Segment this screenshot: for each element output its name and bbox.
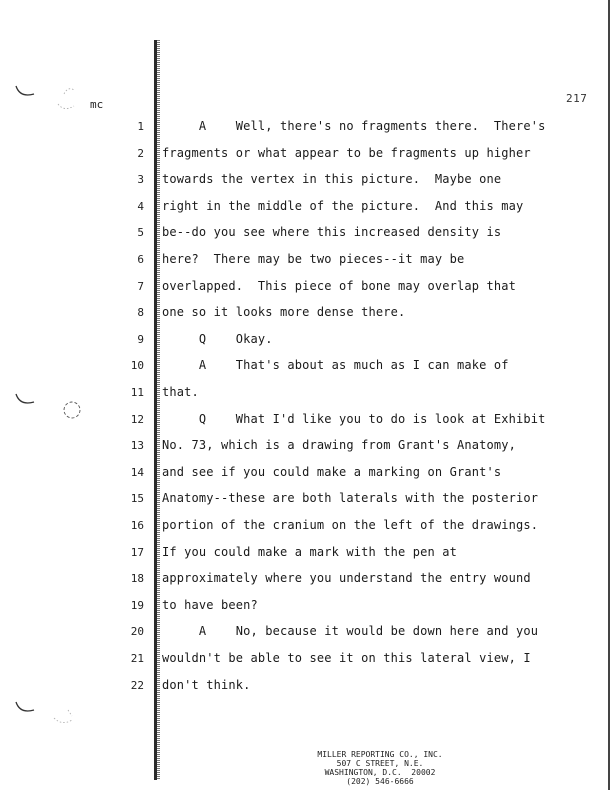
line-text: here? There may be two pieces--it may be [162, 252, 465, 266]
line-number: 10 [130, 359, 144, 373]
line-number: 9 [137, 332, 144, 346]
line-text: wouldn't be able to see it on this lateral view, I [162, 651, 531, 665]
line-text: Q What I'd like you to do is look at Exhibit [162, 411, 546, 426]
line-text: If you could make a mark with the pen at [162, 544, 457, 559]
line-number: 5 [137, 226, 144, 240]
line-text: approximately where you understand the entry wound [162, 571, 531, 586]
binder-hole-mark-bottom [12, 696, 82, 736]
line-number: 15 [130, 492, 144, 506]
line-text: No. 73, which is a drawing from Grant's Anatomy, [162, 438, 516, 453]
line-text: portion of the cranium on the left of the drawings. [162, 518, 539, 532]
line-number: 13 [130, 439, 144, 453]
line-text: right in the middle of the picture. And this may [162, 198, 524, 213]
line-text: Q Okay. [162, 331, 273, 346]
line-number: 3 [137, 173, 144, 187]
line-text: don't think. [162, 677, 251, 692]
footer-phone: (202) 546-6666 [346, 777, 414, 786]
footer-street: 507 C STREET, N.E. [336, 759, 424, 768]
line-text: Anatomy--these are both laterals with the posterior [162, 491, 539, 506]
line-number: 6 [137, 253, 144, 266]
line-text: fragments or what appear to be fragments up higher [162, 145, 531, 160]
line-number: 11 [130, 386, 144, 399]
line-text: to have been? [162, 597, 258, 612]
line-number: 14 [130, 465, 144, 479]
line-text: A No, because it would be down here and you [162, 624, 539, 639]
line-text: A Well, there's no fragments there. There's [162, 119, 546, 133]
line-text: be--do you see where this increased density is [162, 225, 502, 240]
line-number: 1 [137, 120, 144, 133]
line-number: 2 [137, 146, 144, 160]
line-number: 7 [137, 279, 144, 293]
line-number: 22 [130, 678, 144, 692]
line-number: 16 [130, 519, 144, 532]
footer-company: MILLER REPORTING CO., INC. [317, 750, 443, 759]
line-number: 21 [130, 652, 144, 665]
line-text: A That's about as much as I can make of [162, 358, 509, 373]
binder-hole-mark-middle [12, 388, 82, 428]
line-text: that. [162, 385, 199, 399]
binder-hole-mark-top [12, 80, 82, 120]
line-text: towards the vertex in this picture. Maybe one [162, 172, 502, 187]
page-number: 217 [566, 92, 588, 105]
typist-initials: mc [90, 98, 104, 111]
line-number: 18 [130, 572, 144, 586]
margin-rule-hatch [157, 40, 160, 780]
reporter-footer [300, 750, 460, 786]
line-number: 20 [130, 625, 144, 639]
page-edge [608, 0, 610, 790]
line-number: 17 [130, 545, 144, 559]
footer-city: WASHINGTON, D.C. 20002 [324, 768, 436, 777]
line-number: 4 [137, 199, 144, 213]
line-text: overlapped. This piece of bone may overlap that [162, 278, 516, 293]
line-number: 8 [137, 306, 144, 320]
line-number: 19 [130, 598, 144, 612]
line-text: and see if you could make a marking on Grant's [162, 464, 502, 479]
line-text: one so it looks more dense there. [162, 305, 406, 320]
line-number: 12 [130, 412, 144, 426]
